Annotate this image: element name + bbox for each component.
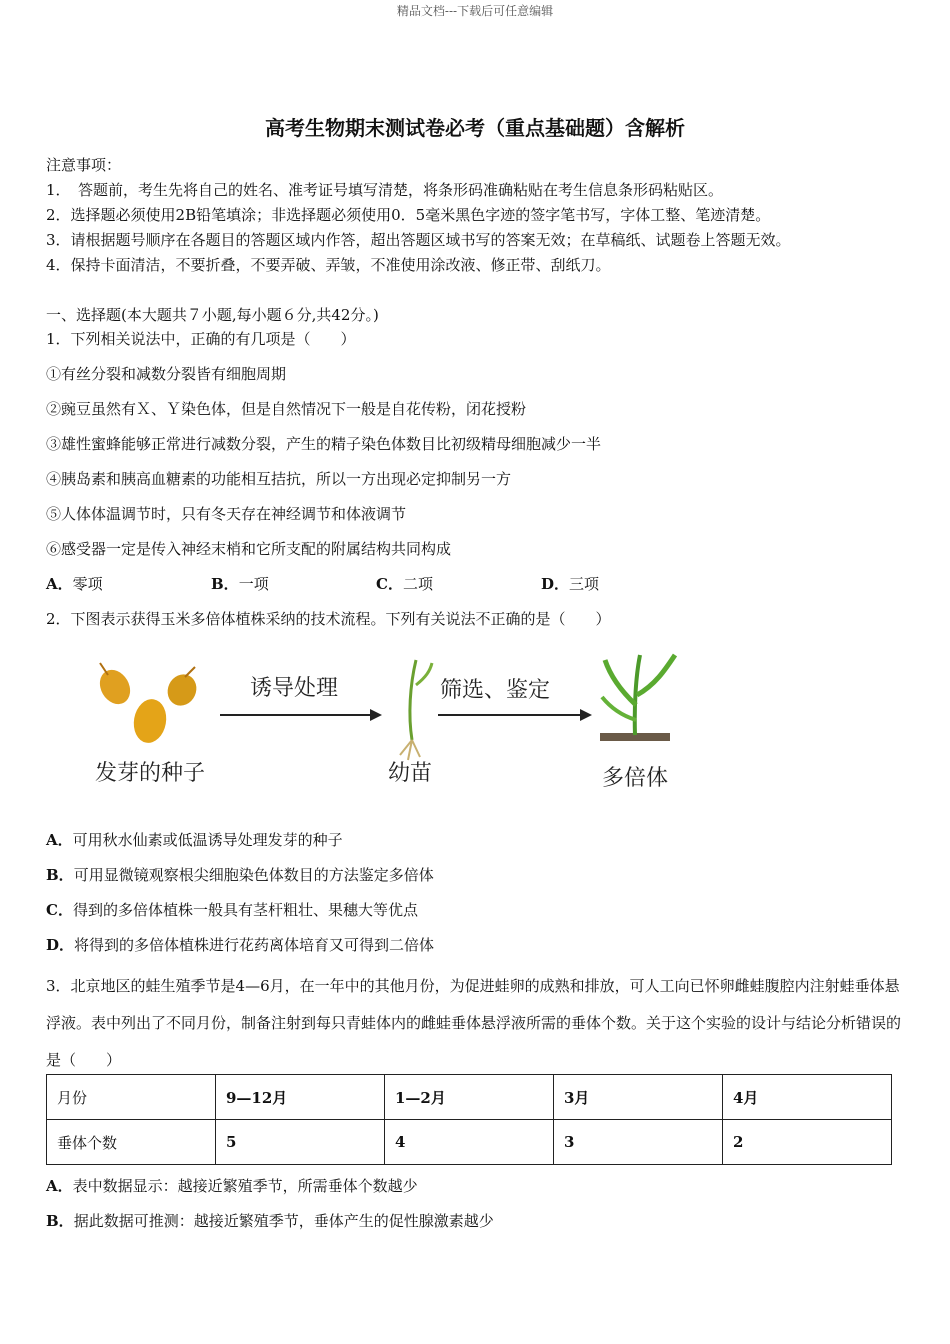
notice-item: 3．请根据题号顺序在各题目的答题区域内作答，超出答题区域书写的答案无效；在草稿纸、试题卷上答题无效。 — [46, 231, 791, 249]
q3-option-a[interactable]: A．表中数据显示：越接近繁殖季节，所需垂体个数越少 — [46, 1177, 418, 1195]
q2-option-a[interactable]: A．可用秋水仙素或低温诱导处理发芽的种子 — [46, 831, 343, 849]
q2-option-b[interactable]: B．可用显微镜观察根尖细胞染色体数目的方法鉴定多倍体 — [46, 866, 434, 884]
notice-heading: 注意事项： — [46, 156, 122, 174]
table-cell: 1—2月 — [385, 1075, 554, 1120]
table-cell: 4月 — [723, 1075, 892, 1120]
q2-option-c[interactable]: C．得到的多倍体植株一般具有茎杆粗壮、果穗大等优点 — [46, 901, 418, 919]
q1-statement: ⑥感受器一定是传入神经末梢和它所支配的附属结构共同构成 — [46, 540, 452, 558]
q1-statement: ④胰岛素和胰高血糖素的功能相互拮抗，所以一方出现必定抑制另一方 — [46, 470, 512, 488]
stage-1-label: 发芽的种子 — [95, 761, 206, 786]
table-row — [47, 1075, 892, 1120]
seedling-image — [400, 660, 432, 760]
q1-option-b[interactable]: B．一项 — [211, 575, 269, 593]
q1-statement: ①有丝分裂和减数分裂皆有细胞周期 — [46, 365, 287, 383]
table-cell: 3 — [554, 1120, 723, 1165]
stage-2-label: 幼苗 — [388, 761, 433, 786]
arrow-1-label: 诱导处理 — [250, 676, 339, 701]
table-cell: 2 — [723, 1120, 892, 1165]
arrowhead-1 — [370, 709, 382, 721]
table-cell: 3月 — [554, 1075, 723, 1120]
section-heading: 一、选择题(本大题共７小题,每小题６分,共42分。) — [46, 306, 379, 324]
table-cell: 9—12月 — [216, 1075, 385, 1120]
seed-image — [94, 663, 202, 745]
arrowhead-2 — [580, 709, 592, 721]
polyploid-plant-image — [600, 655, 675, 741]
q1-option-a[interactable]: A．零项 — [46, 575, 103, 593]
table-row — [47, 1120, 892, 1165]
page-header-note: 精品文档---下载后可任意编辑 — [396, 4, 554, 18]
notice-item: 2．选择题必须使用2B铅笔填涂；非选择题必须使用0．5毫米黑色字迹的签字笔书写，字体工整、笔迹清楚。 — [46, 206, 771, 224]
q1-option-d[interactable]: D．三项 — [541, 575, 600, 593]
q2-option-d[interactable]: D．将得到的多倍体植株进行花药离体培育又可得到二倍体 — [46, 936, 435, 954]
question-2-stem: 2．下图表示获得玉米多倍体植株采纳的技术流程。下列有关说法不正确的是（ ） — [46, 610, 611, 628]
q1-statement: ⑤人体体温调节时，只有冬天存在神经调节和体液调节 — [46, 505, 407, 523]
arrow-2-label: 筛选、鉴定 — [440, 678, 551, 703]
q1-options — [46, 573, 746, 594]
pituitary-table — [46, 1074, 892, 1165]
table-cell: 月份 — [47, 1075, 216, 1120]
notice-item: 1． 答题前，考生先将自己的姓名、准考证号填写清楚，将条形码准确粘贴在考生信息条形码粘贴区。 — [46, 181, 724, 199]
q1-option-c[interactable]: C．二项 — [376, 575, 433, 593]
q1-statement: ③雄性蜜蜂能够正常进行减数分裂，产生的精子染色体数目比初级精母细胞减少一半 — [46, 435, 602, 453]
table-cell: 4 — [385, 1120, 554, 1165]
polyploid-process-figure — [90, 645, 690, 805]
table-cell: 垂体个数 — [47, 1120, 216, 1165]
document-title: 高考生物期末测试卷必考（重点基础题）含解析 — [265, 116, 685, 140]
process-diagram — [90, 645, 690, 805]
notice-item: 4．保持卡面清洁，不要折叠，不要弄破、弄皱，不准使用涂改液、修正带、刮纸刀。 — [46, 256, 611, 274]
question-3-stem: 3．北京地区的蛙生殖季节是4—6月，在一年中的其他月份，为促进蛙卵的成熟和排放，可人工向已怀卵雌蛙腹腔内注射蛙垂体悬浮液。表中列出了不同月份，制备注射到每只青蛙体内的雌蛙垂体悬浮液所需的垂体个数。关于这个实验的设计与结论分析错误的是（ ） — [46, 977, 902, 1069]
stage-3-label: 多倍体 — [602, 766, 669, 791]
q1-statement: ②豌豆虽然有Ｘ、Ｙ染色体，但是自然情况下一般是自花传粉，闭花授粉 — [46, 400, 527, 418]
q3-option-b[interactable]: B．据此数据可推测：越接近繁殖季节，垂体产生的促性腺激素越少 — [46, 1212, 494, 1230]
question-1-stem: 1．下列相关说法中，正确的有几项是（ ） — [46, 330, 356, 348]
table-cell: 5 — [216, 1120, 385, 1165]
